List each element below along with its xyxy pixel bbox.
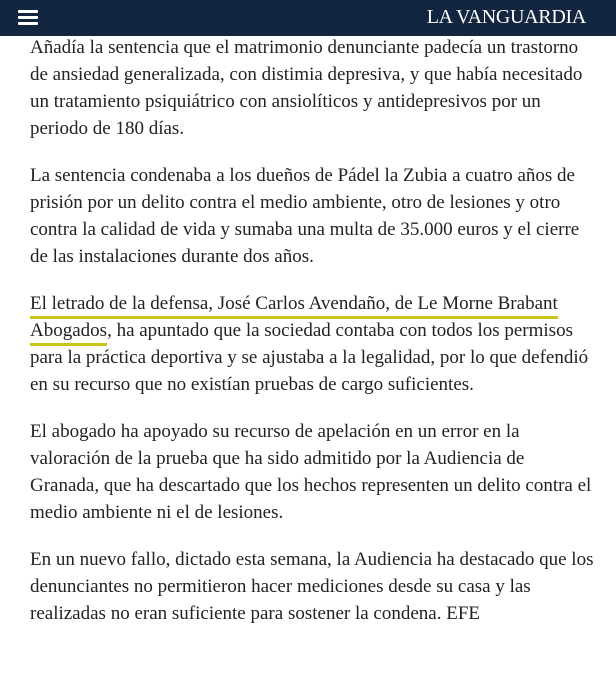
menu-bar-line	[18, 10, 38, 13]
hamburger-menu-icon[interactable]	[16, 7, 40, 29]
article-paragraph-4: El abogado ha apoyado su recurso de apelación en un error en la valoración de la prueba que ha sido admitido por la Audiencia de Granada, que ha descartado que los hechos representen un delito contra el medio ambiente ni el de lesiones.	[30, 421, 592, 523]
article-paragraph-3-text: , ha apuntado que la sociedad contaba con todos los permisos para la práctica deportiva y se ajustaba a la legalidad, por lo que defendió en su recurso que no existían pruebas de cargo suficientes.	[30, 320, 589, 395]
law-firm-link[interactable]: El letrado de la defensa, José Carlos Avendaño, de Le Morne Brabant Abogados	[30, 293, 558, 346]
menu-bar-line	[18, 16, 38, 19]
article-paragraph-1: Añadía la sentencia que el matrimonio denunciante padecía un trastorno de ansiedad generalizada, con distimia depresiva, y que había necesitado un tratamiento psiquiátrico con ansiolíticos y antidepresivos por un periodo de 180 días.	[30, 37, 583, 139]
article-paragraph-5: En un nuevo fallo, dictado esta semana, la Audiencia ha destacado que los denunciantes no permitieron hacer mediciones desde su casa y las realizadas no eran suficiente para sostener la condena. EFE	[30, 549, 594, 624]
menu-bar-line	[18, 22, 38, 25]
article-paragraph-2: La sentencia condenaba a los dueños de Pádel la Zubia a cuatro años de prisión por un delito contra el medio ambiente, otro de lesiones y otro contra la calidad de vida y sumaba una multa de 35.000 euros y el cierre de las instalaciones durante dos años.	[30, 165, 580, 267]
article-body	[30, 34, 598, 647]
site-logo[interactable]: LA VANGUARDIA	[426, 6, 586, 28]
top-navigation-bar	[0, 0, 616, 36]
article-paragraph-3	[30, 290, 598, 398]
